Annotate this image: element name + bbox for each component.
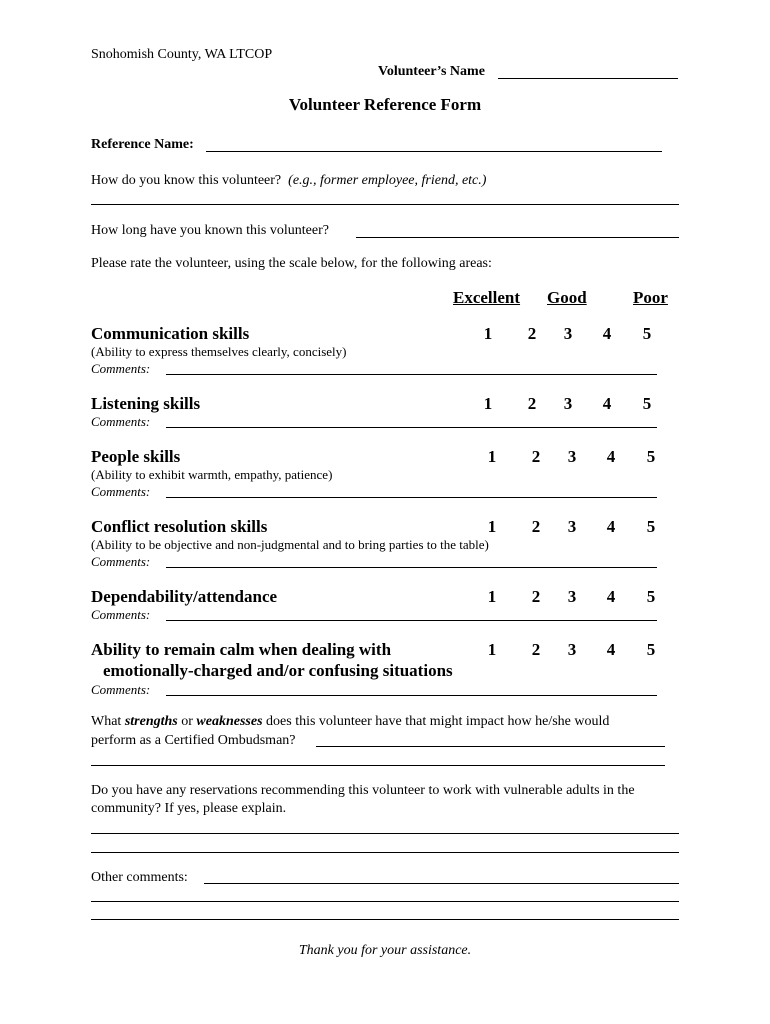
scale-excellent: Excellent [453, 288, 521, 307]
strengths-question [91, 714, 609, 730]
comments-label: Comments: [91, 682, 151, 697]
skill-title: Dependability/attendance [91, 587, 278, 606]
footer-thanks: Thank you for your assistance. [298, 943, 472, 958]
skill-title: Conflict resolution skills [91, 517, 268, 536]
strengths-question-line2: perform as a Certified Ombudsman? [91, 733, 296, 748]
skill-title-continued: emotionally-charged and/or confusing situations [103, 661, 453, 680]
strengths-word: strengths [124, 714, 178, 729]
rating-1[interactable]: 1 [487, 640, 497, 659]
comments-label: Comments: [91, 554, 151, 569]
rating-3[interactable]: 3 [567, 640, 577, 659]
comments-label: Comments: [91, 607, 151, 622]
rating-2[interactable]: 2 [527, 324, 537, 343]
rating-1[interactable]: 1 [483, 324, 493, 343]
org-name: Snohomish County, WA LTCOP [91, 47, 273, 62]
strengths-field-line2[interactable] [91, 765, 665, 766]
skill-description: (Ability to be objective and non-judgmental and to bring parties to the table) [91, 537, 489, 552]
rating-1[interactable]: 1 [483, 394, 493, 413]
weaknesses-word: weaknesses [196, 714, 263, 729]
comments-label: Comments: [91, 484, 151, 499]
comments-field[interactable] [166, 567, 657, 568]
skill-description: (Ability to express themselves clearly, concisely) [91, 344, 347, 359]
skill-title: Ability to remain calm when dealing with [91, 640, 392, 659]
form-title: Volunteer Reference Form [288, 95, 482, 114]
strengths-post: does this volunteer have that might impact how he/she would [262, 714, 610, 729]
reservations-field[interactable] [91, 833, 679, 834]
how-long-field[interactable] [356, 237, 679, 238]
rating-4[interactable]: 4 [602, 324, 612, 343]
strengths-field[interactable] [316, 746, 665, 747]
volunteer-name-label: Volunteer’s Name [378, 64, 485, 79]
rating-2[interactable]: 2 [531, 640, 541, 659]
rating-4[interactable]: 4 [606, 517, 616, 536]
rating-1[interactable]: 1 [487, 447, 497, 466]
rating-5[interactable]: 5 [642, 324, 652, 343]
rating-4[interactable]: 4 [606, 640, 616, 659]
rating-4[interactable]: 4 [606, 447, 616, 466]
how-know-text: How do you know this volunteer? [91, 173, 282, 188]
comments-field[interactable] [166, 497, 657, 498]
skill-title: Communication skills [91, 324, 250, 343]
strengths-pre: What [91, 714, 125, 729]
rating-5[interactable]: 5 [646, 587, 656, 606]
other-comments-field[interactable] [204, 883, 679, 884]
rating-2[interactable]: 2 [531, 447, 541, 466]
rating-2[interactable]: 2 [527, 394, 537, 413]
rating-3[interactable]: 3 [567, 587, 577, 606]
reference-name-label: Reference Name: [91, 137, 194, 152]
rating-4[interactable]: 4 [602, 394, 612, 413]
how-long-question: How long have you known this volunteer? [91, 223, 329, 238]
reference-name-field[interactable] [206, 151, 662, 152]
reservations-question-line2: community? If yes, please explain. [91, 801, 287, 816]
skill-title: People skills [91, 447, 181, 466]
comments-label: Comments: [91, 414, 151, 429]
reservations-question: Do you have any reservations recommending this volunteer to work with vulnerable adults in the [91, 783, 635, 798]
comments-label: Comments: [91, 361, 151, 376]
skill-title: Listening skills [91, 394, 201, 413]
rating-1[interactable]: 1 [487, 517, 497, 536]
scale-poor: Poor [633, 288, 668, 307]
other-comments-field-line3[interactable] [91, 919, 679, 920]
comments-field[interactable] [166, 374, 657, 375]
other-comments-label: Other comments: [91, 870, 188, 885]
rating-1[interactable]: 1 [487, 587, 497, 606]
how-know-question [91, 173, 486, 189]
rating-2[interactable]: 2 [531, 587, 541, 606]
rating-3[interactable]: 3 [567, 517, 577, 536]
rating-2[interactable]: 2 [531, 517, 541, 536]
comments-field[interactable] [166, 695, 657, 696]
strengths-or: or [177, 714, 197, 729]
rate-instructions: Please rate the volunteer, using the scale below, for the following areas: [91, 256, 492, 271]
rating-3[interactable]: 3 [563, 324, 573, 343]
skill-description: (Ability to exhibit warmth, empathy, patience) [91, 467, 333, 482]
rating-5[interactable]: 5 [642, 394, 652, 413]
rating-3[interactable]: 3 [563, 394, 573, 413]
comments-field[interactable] [166, 620, 657, 621]
other-comments-field-line2[interactable] [91, 901, 679, 902]
volunteer-name-field[interactable] [498, 78, 678, 79]
rating-3[interactable]: 3 [567, 447, 577, 466]
rating-5[interactable]: 5 [646, 447, 656, 466]
comments-field[interactable] [166, 427, 657, 428]
how-know-field[interactable] [91, 204, 679, 205]
rating-5[interactable]: 5 [646, 517, 656, 536]
rating-4[interactable]: 4 [606, 587, 616, 606]
how-know-hint: (e.g., former employee, friend, etc.) [288, 173, 487, 188]
scale-good: Good [547, 288, 587, 307]
reservations-field-line2[interactable] [91, 852, 679, 853]
rating-5[interactable]: 5 [646, 640, 656, 659]
